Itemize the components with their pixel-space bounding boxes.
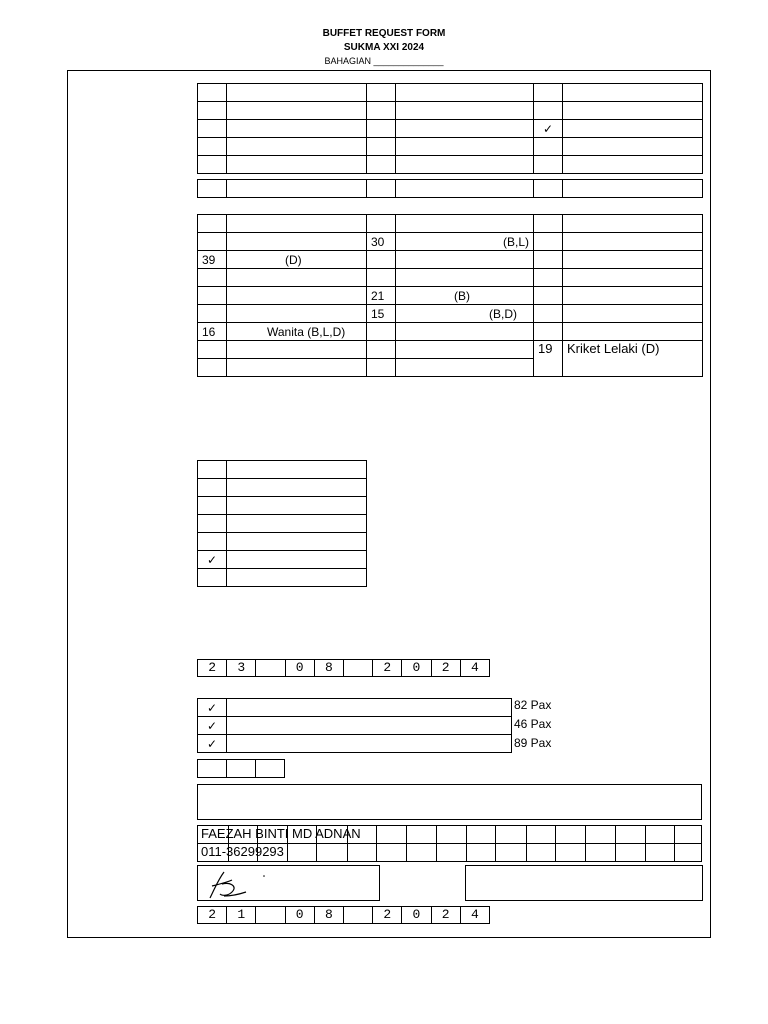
- date-digit[interactable]: 2: [198, 907, 227, 924]
- phone-row: [198, 844, 702, 862]
- check-mark-icon[interactable]: ✓: [198, 699, 227, 717]
- list-item: [198, 479, 367, 497]
- check-mark-icon[interactable]: ✓: [198, 717, 227, 735]
- date-digit[interactable]: 2: [431, 660, 460, 677]
- remarks-box[interactable]: [197, 784, 702, 820]
- list-item: [198, 717, 512, 735]
- table-row: [198, 323, 703, 341]
- meal-codes: (B,D): [396, 305, 534, 323]
- meal-list: [197, 698, 512, 753]
- signed-date-boxes: [197, 906, 490, 924]
- date-digit[interactable]: 1: [227, 907, 256, 924]
- date-digit[interactable]: 2: [373, 907, 402, 924]
- name-row: [198, 826, 702, 844]
- table-row: [198, 120, 703, 138]
- list-item: [198, 533, 367, 551]
- date-digit[interactable]: 0: [402, 907, 431, 924]
- pax-count[interactable]: 39: [198, 251, 227, 269]
- contact-grid: [197, 825, 702, 862]
- contact-name: FAEZAH BINTI MD ADNAN: [201, 826, 361, 841]
- pax-label: 82 Pax: [514, 698, 552, 712]
- list-item: [198, 569, 367, 587]
- sport-grid-2: [197, 179, 703, 198]
- list-item: [198, 497, 367, 515]
- signature-box[interactable]: [197, 865, 380, 901]
- pax-count[interactable]: 15: [367, 305, 396, 323]
- date-digit[interactable]: 8: [314, 660, 343, 677]
- table-row: [198, 305, 703, 323]
- table-row: [198, 180, 703, 198]
- pax-count[interactable]: 19: [534, 341, 563, 377]
- table-row: [198, 138, 703, 156]
- date-digit[interactable]: 8: [314, 907, 343, 924]
- table-row: [198, 215, 703, 233]
- sport-name: Kriket Lelaki (D): [563, 341, 703, 377]
- check-mark-icon[interactable]: ✓: [198, 735, 227, 753]
- meal-codes: (B): [396, 287, 534, 305]
- sport-grid-1: [197, 83, 703, 174]
- check-mark-icon[interactable]: ✓: [534, 120, 563, 138]
- stamp-box[interactable]: [465, 865, 703, 901]
- table-row: [198, 269, 703, 287]
- table-row: [198, 341, 703, 359]
- date-separator: [343, 660, 372, 677]
- signature-image: [202, 866, 282, 902]
- table-row: [198, 84, 703, 102]
- date-digit[interactable]: 4: [460, 907, 489, 924]
- date-digit[interactable]: 0: [285, 660, 314, 677]
- table-row: [198, 102, 703, 120]
- bahagian-label: BAHAGIAN ______________: [324, 56, 444, 66]
- check-mark-icon[interactable]: ✓: [198, 551, 227, 569]
- date-digit[interactable]: 2: [373, 660, 402, 677]
- pax-count[interactable]: 16: [198, 323, 227, 341]
- date-digit[interactable]: 0: [285, 907, 314, 924]
- date-separator: [343, 907, 372, 924]
- list-item: [198, 735, 512, 753]
- code-boxes: [197, 759, 285, 778]
- table-row: [198, 251, 703, 269]
- pax-count[interactable]: 30: [367, 233, 396, 251]
- date-separator: [256, 907, 285, 924]
- pax-label: 89 Pax: [514, 736, 552, 750]
- pax-count[interactable]: 21: [367, 287, 396, 305]
- meal-codes: Wanita (B,L,D): [227, 323, 367, 341]
- form-title: BUFFET REQUEST FORM: [322, 28, 446, 39]
- date-digit[interactable]: 2: [198, 660, 227, 677]
- table-row: [198, 233, 703, 251]
- list-item: [198, 699, 512, 717]
- date-digit[interactable]: 4: [460, 660, 489, 677]
- option-list: [197, 460, 367, 587]
- table-row: [198, 287, 703, 305]
- date-digit[interactable]: 3: [227, 660, 256, 677]
- table-row: [198, 156, 703, 174]
- date-digit[interactable]: 0: [402, 660, 431, 677]
- list-item: [198, 461, 367, 479]
- contact-phone: 011-36299293: [201, 844, 284, 859]
- list-item: [198, 551, 367, 569]
- pax-label: 46 Pax: [514, 717, 552, 731]
- request-date-boxes: [197, 659, 490, 677]
- date-separator: [256, 660, 285, 677]
- form-subtitle: SUKMA XXI 2024: [343, 42, 425, 53]
- list-item: [198, 515, 367, 533]
- sport-grid-3: [197, 214, 703, 377]
- meal-codes: (D): [227, 251, 367, 269]
- date-digit[interactable]: 2: [431, 907, 460, 924]
- meal-codes: (B,L): [396, 233, 534, 251]
